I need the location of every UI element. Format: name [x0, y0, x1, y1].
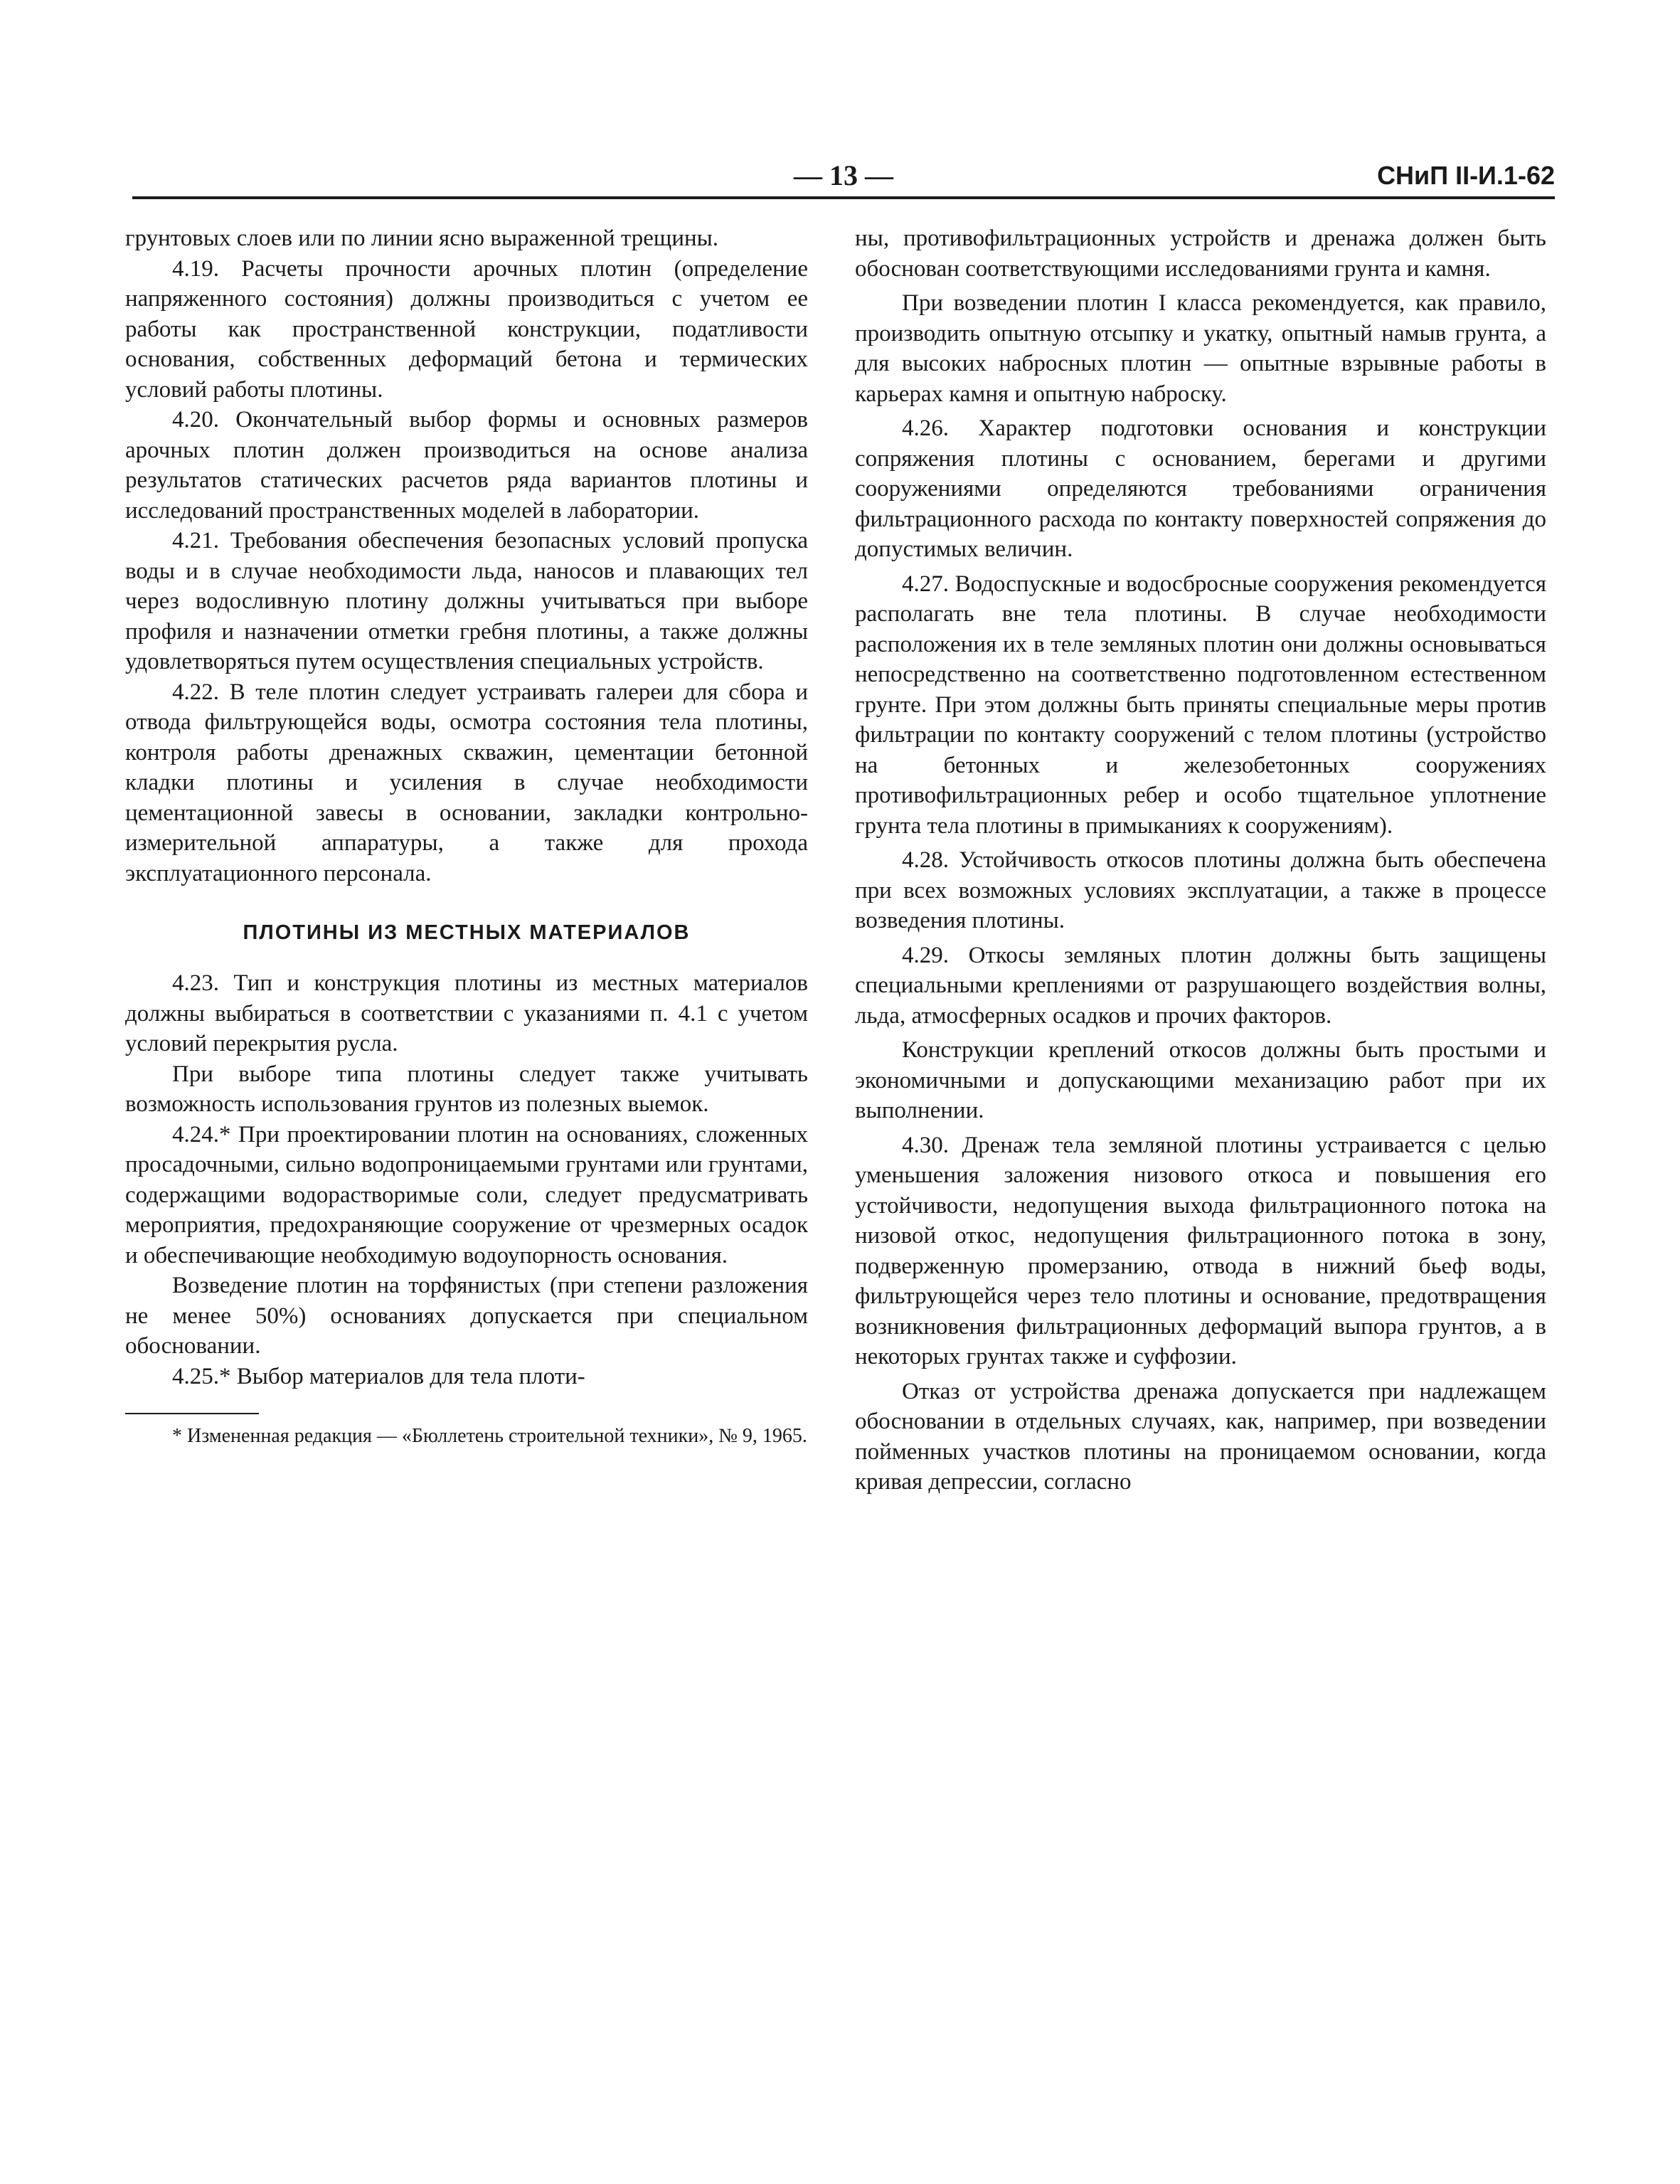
paragraph: ны, противофильтрационных устройств и дренажа должен быть обоснован соответствующими исследованиями грунта и камня. — [855, 226, 1546, 282]
paragraph-4-22: 4.22. В теле плотин следует устраивать галереи для сбора и отвода фильтрующейся воды, осмотра состояния тела плотины, контроля работы дренажных скважин, цементации бетонной кладки плотины и усиления в случае необходимости цементационной завесы в основании, закладки контрольно-измерительной аппаратуры, а также для прохода эксплуатационного персонала. — [125, 679, 808, 886]
paragraph-4-20: 4.20. Окончательный выбор формы и основных размеров арочных плотин должен производиться на основе анализа результатов статических расчетов ряда вариантов плотины и исследований пространственных моделей в лаборатории. — [125, 407, 808, 524]
section-heading: ПЛОТИНЫ ИЗ МЕСТНЫХ МАТЕРИАЛОВ — [243, 921, 691, 944]
paragraph-4-30: 4.30. Дренаж тела земляной плотины устраивается с целью уменьшения заложения низового откоса и повышения его устойчивости, недопущения выхода фильтрационного потока на низовой откос, недопущения фильтрационного потока в зону, подверженную промерзанию, отвода в нижний бьеф воды, фильтрующейся через тело плотины и основание, предотвращения возникновения фильтрационных деформаций выпора грунтов, а в некоторых грунтах также и суффозии. — [855, 1132, 1546, 1369]
page-header — [132, 158, 1555, 194]
right-column — [855, 223, 1546, 1497]
paragraph-4-26: 4.26. Характер подготовки основания и конструкции сопряжения плотины с основанием, берегами и другими сооружениями определяются требованиями ограничения фильтрационного расхода по контакту поверхностей сопряжения до допустимых величин. — [855, 415, 1546, 562]
paragraph: Конструкции креплений откосов должны быть простыми и экономичными и допускающими механизацию работ при их выполнении. — [855, 1037, 1546, 1123]
paragraph: При выборе типа плотины следует также учитывать возможность использования грунтов из полезных выемок. — [125, 1061, 808, 1117]
paragraph: грунтовых слоев или по линии ясно выраженной трещины. — [125, 226, 719, 251]
footnote-rule — [125, 1413, 259, 1414]
paragraph: При возведении плотин I класса рекомендуется, как правило, производить опытную отсыпку и укатку, опытный намыв грунта, а для высоких набросных плотин — опытные взрывные работы в карьерах камня и опытную наброску. — [855, 290, 1546, 407]
paragraph: Отказ от устройства дренажа допускается при надлежащем обосновании в отдельных случаях, как, например, при возведении пойменных участков плотины на проницаемом основании, когда кривая депрессии, согласно — [855, 1378, 1546, 1495]
page-number: — 13 — — [794, 159, 893, 191]
paragraph-4-29: 4.29. Откосы земляных плотин должны быть защищены специальными креплениями от разрушающего воздействия волны, льда, атмосферных осадков и прочих факторов. — [855, 942, 1546, 1029]
paragraph-4-28: 4.28. Устойчивость откосов плотины должна быть обеспечена при всех возможных условиях эксплуатации, а также в процессе возведения плотины. — [855, 847, 1546, 933]
paragraph: Возведение плотин на торфянистых (при степени разложения не менее 50%) основаниях допускается при специальном обосновании. — [125, 1273, 808, 1359]
paragraph-4-27: 4.27. Водоспускные и водосбросные сооружения рекомендуется располагать вне тела плотины. В случае необходимости расположения их в теле земляных плотин они должны основываться непосредственно на соответственно подготовленном естественном грунте. При этом должны быть приняты специальные меры против фильтрации по контакту сооружений с телом плотины (устройство на бетонных и железобетонных сооружениях противофильтрационных ребер и особо тщательное уплотнение грунта тела плотины в примыканиях к сооружениям). — [855, 571, 1546, 839]
paragraph-4-25: 4.25.* Выбор материалов для тела плоти- — [172, 1363, 585, 1389]
left-column — [125, 223, 808, 1450]
paragraph-4-19: 4.19. Расчеты прочности арочных плотин (определение напряженного состояния) должны производиться с учетом ее работы как пространственной конструкции, податливости основания, собственных деформаций бетона и термических условий работы плотины. — [125, 255, 808, 403]
paragraph-4-21: 4.21. Требования обеспечения безопасных условий пропуска воды и в случае необходимости льда, наносов и плавающих тел через водосливную плотину должны учитываться при выборе профиля и назначении отметки гребня плотины, а также должны удовлетворяться путем осуществления специальных устройств. — [125, 528, 808, 674]
paragraph-4-23: 4.23. Тип и конструкция плотины из местных материалов должны выбираться в соответствии с указаниями п. 4.1 с учетом условий перекрытия русла. — [125, 970, 808, 1056]
header-rule — [132, 196, 1555, 199]
paragraph-4-24: 4.24.* При проектировании плотин на основаниях, сложенных просадочными, сильно водопроницаемыми грунтами или грунтами, содержащими водорастворимые соли, следует предусматривать мероприятия, предохраняющие сооружение от чрезмерных осадок и обеспечивающие необходимую водоупорность основания. — [125, 1121, 808, 1268]
footnote: * Измененная редакция — «Бюллетень строительной техники», № 9, 1965. — [172, 1425, 807, 1447]
document-code: СНиП II-И.1-62 — [1377, 161, 1555, 190]
